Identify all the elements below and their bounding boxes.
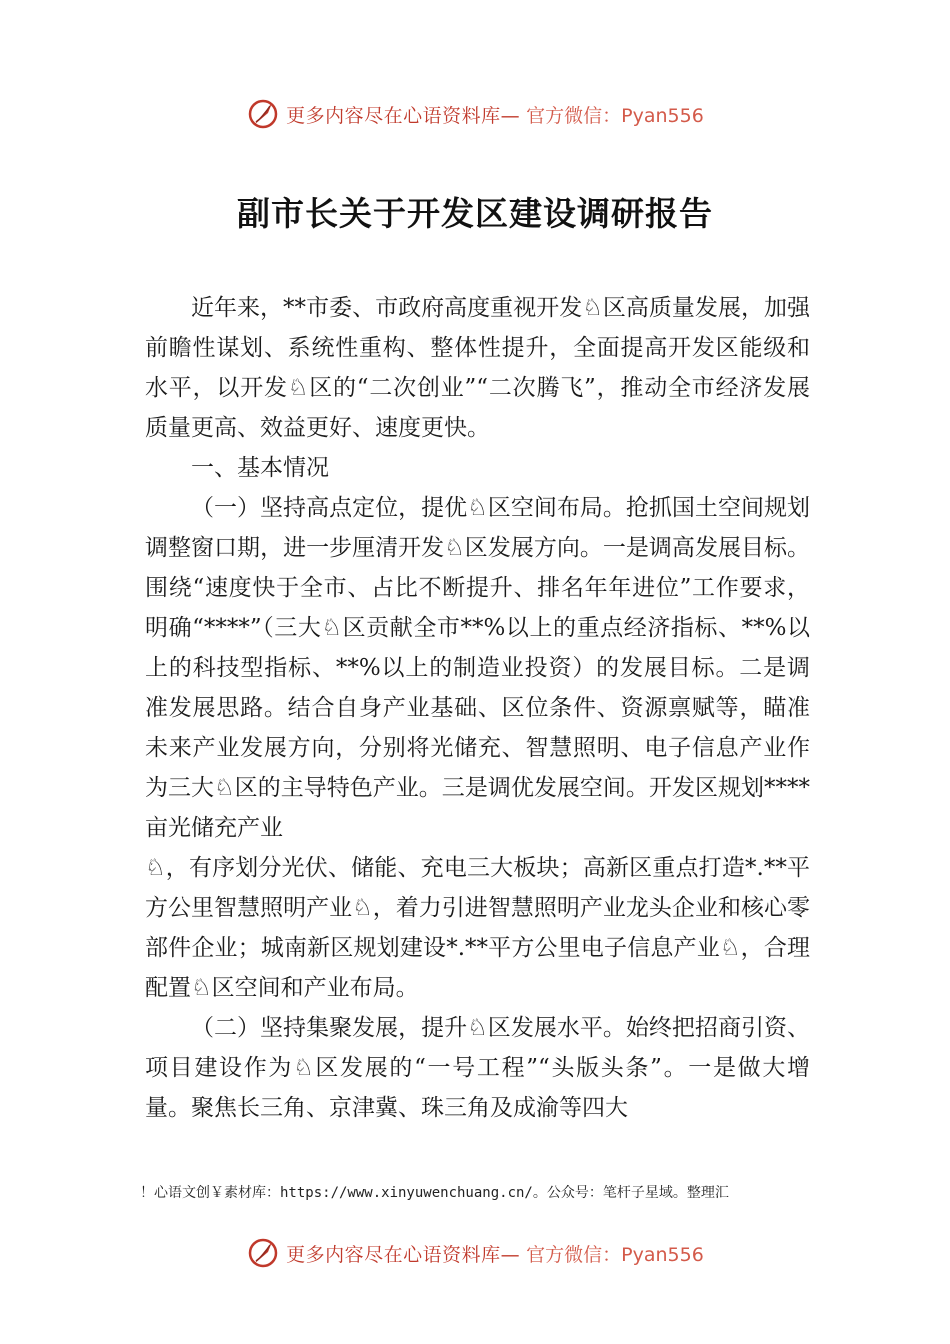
document-title: 副市长关于开发区建设调研报告 [237, 194, 713, 233]
paragraph-continuation: ♘，有序划分光伏、储能、充电三大板块；高新区重点打造*.**平方公里智慧照明产业♘，着力引进智慧照明产业龙头企业和核心零部件企业；城南新区规划建设*.**平方公里电子信息产业♘，合理配置♘区空间和产业布局。 [145, 855, 810, 1001]
header-banner [0, 94, 950, 134]
paragraph-intro: 近年来，**市委、市政府高度重视开发♘区高质量发展，加强前瞻性谋划、系统性重构、整体性提升，全面提高开发区能级和水平，以开发♘区的“二次创业”“二次腾飞”，推动全市经济发展质量更高、效益更好、速度更快。 [145, 295, 810, 441]
source-footnote: ！心语文创￥素材库：https://www.xinyuwenchuang.cn/。公众号：笔杆子星域。整理汇 [140, 1185, 729, 1201]
footer-banner [0, 1233, 950, 1273]
section-heading: 一、基本情况 [191, 455, 329, 481]
footer-wechat-id: 官方微信：Pyan556 [526, 1243, 704, 1266]
footer-slogan: 更多内容尽在心语资料库— [286, 1243, 521, 1266]
header-slogan: 更多内容尽在心语资料库— [286, 104, 521, 127]
quill-logo-icon [246, 97, 280, 131]
paragraph-subsection-2: （二）坚持集聚发展，提升♘区发展水平。始终把招商引资、项目建设作为♘区发展的“一号工程”“头版头条”。一是做大增量。聚焦长三角、京津冀、珠三角及成渝等四大 [145, 1015, 810, 1121]
document-body [145, 288, 810, 1128]
paragraph-subsection-1: （一）坚持高点定位，提优♘区空间布局。抢抓国土空间规划调整窗口期，进一步厘清开发♘区发展方向。一是调高发展目标。围绕“速度快于全市、占比不断提升、排名年年进位”工作要求，明确“****”（三大♘区贡献全市**%以上的重点经济指标、**%以上的科技型指标、**%以上的制造业投资）的发展目标。二是调准发展思路。结合自身产业基础、区位条件、资源禀赋等，瞄准未来产业发展方向，分别将光储充、智慧照明、电子信息产业作为三大♘区的主导特色产业。三是调优发展空间。开发区规划****亩光储充产业 [145, 495, 810, 841]
quill-logo-icon [246, 1236, 280, 1270]
header-wechat-id: 官方微信：Pyan556 [526, 104, 704, 127]
